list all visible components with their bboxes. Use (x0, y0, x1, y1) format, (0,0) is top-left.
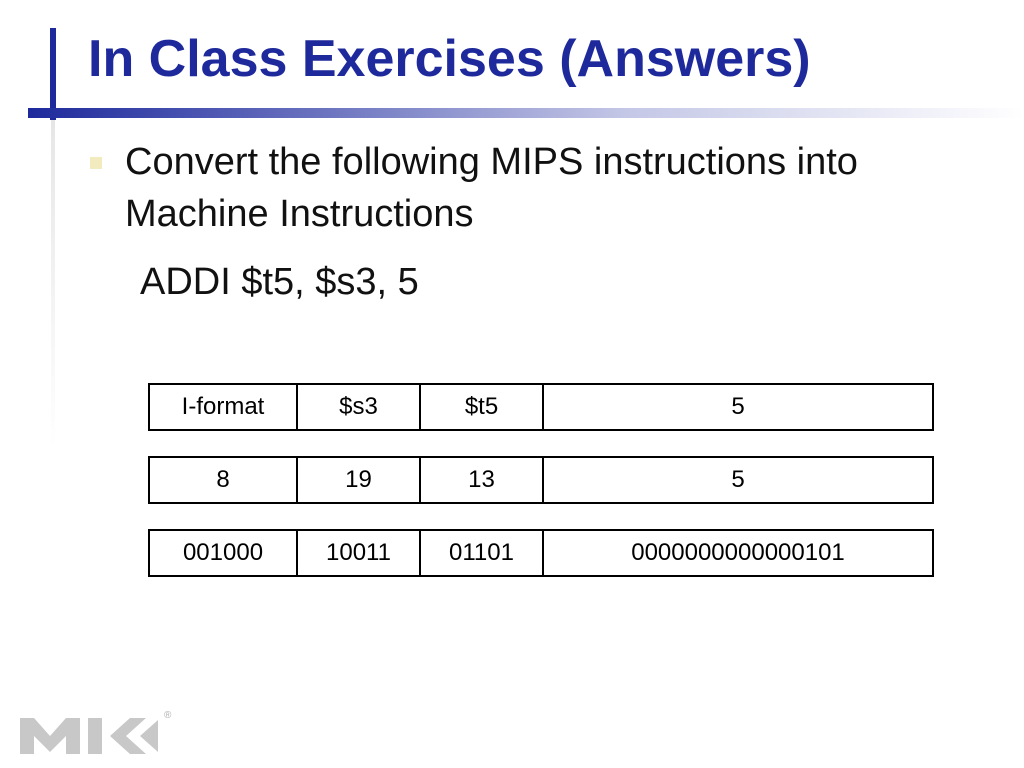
registered-mark: ® (164, 710, 172, 721)
bullet-square-icon (90, 157, 102, 169)
table-cell-immediate: 5 (543, 384, 933, 430)
table-cell-rt: 13 (420, 457, 543, 503)
field-names-table (148, 383, 934, 431)
decimal-values-table (148, 456, 934, 504)
title-vertical-bar (50, 28, 56, 120)
title-underline-bar (28, 108, 1024, 118)
table-cell-rt: 01101 (420, 530, 543, 576)
table-cell-rs: $s3 (297, 384, 420, 430)
table-cell-opcode: 8 (149, 457, 297, 503)
table-cell-rt: $t5 (420, 384, 543, 430)
mips-instruction: ADDI $t5, $s3, 5 (140, 261, 419, 303)
table-cell-immediate: 0000000000000101 (543, 530, 933, 576)
table-cell-opcode: 001000 (149, 530, 297, 576)
slide-title: In Class Exercises (Answers) (88, 30, 811, 88)
table-cell-rs: 10011 (297, 530, 420, 576)
vertical-bar-fade (51, 120, 55, 450)
binary-values-table (148, 529, 934, 577)
table-row (149, 384, 933, 430)
table-row (149, 530, 933, 576)
table-row (149, 457, 933, 503)
mk-logo-icon (18, 706, 178, 756)
bullet-text: Convert the following MIPS instructions into Machine Instructions (125, 141, 858, 235)
table-cell-immediate: 5 (543, 457, 933, 503)
table-cell-opcode: I-format (149, 384, 297, 430)
table-cell-rs: 19 (297, 457, 420, 503)
